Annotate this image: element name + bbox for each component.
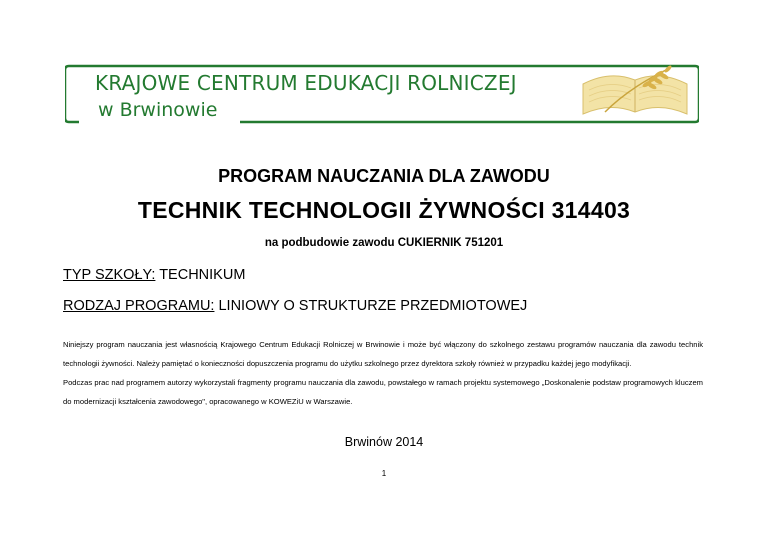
school-type-row <box>63 267 245 283</box>
school-type-value: TECHNIKUM <box>159 267 246 283</box>
letterhead <box>65 64 699 124</box>
program-type-label: RODZAJ PROGRAMU: <box>63 298 215 314</box>
org-name-line2: w Brwinowie <box>98 99 221 121</box>
org-name-line1: KRAJOWE CENTRUM EDUKACJI ROLNICZEJ <box>95 71 517 95</box>
profession-title: TECHNIK TECHNOLOGII ŻYWNOŚCI 314403 <box>137 197 631 223</box>
profession-basis: na podbudowie zawodu CUKIERNIK 751201 <box>264 237 504 249</box>
open-book-with-wheat-icon <box>575 62 695 120</box>
school-type-label: TYP SZKOŁY: <box>63 267 156 283</box>
page-number: 1 <box>381 469 387 478</box>
place-and-year: Brwinów 2014 <box>344 435 424 449</box>
ownership-paragraph: Niniejszy program nauczania jest własnością Krajowego Centrum Edukacji Rolniczej w Brwinowie i może być włączony do szkolnego zestawu programów nauczania dla zawodu technik technologii żywności. Należy pamiętać o konieczności dopuszczenia programu do użytku szkolnego przez dyrektora szkoły również w przypadku każdej jego modyfikacji. <box>63 340 703 368</box>
authors-paragraph: Podczas prac nad programem autorzy wykorzystali fragmenty programu nauczania dla zawodu, powstałego w ramach projektu systemowego „Doskonalenie podstaw programowych kluczem do modernizacji kształcenia zawodowego", opracowanego w KOWEZiU w Warszawie. <box>63 378 703 406</box>
program-type-value: LINIOWY O STRUKTURZE PRZEDMIOTOWEJ <box>218 298 528 314</box>
document-title: PROGRAM NAUCZANIA DLA ZAWODU <box>218 166 550 186</box>
program-type-row <box>63 298 527 314</box>
